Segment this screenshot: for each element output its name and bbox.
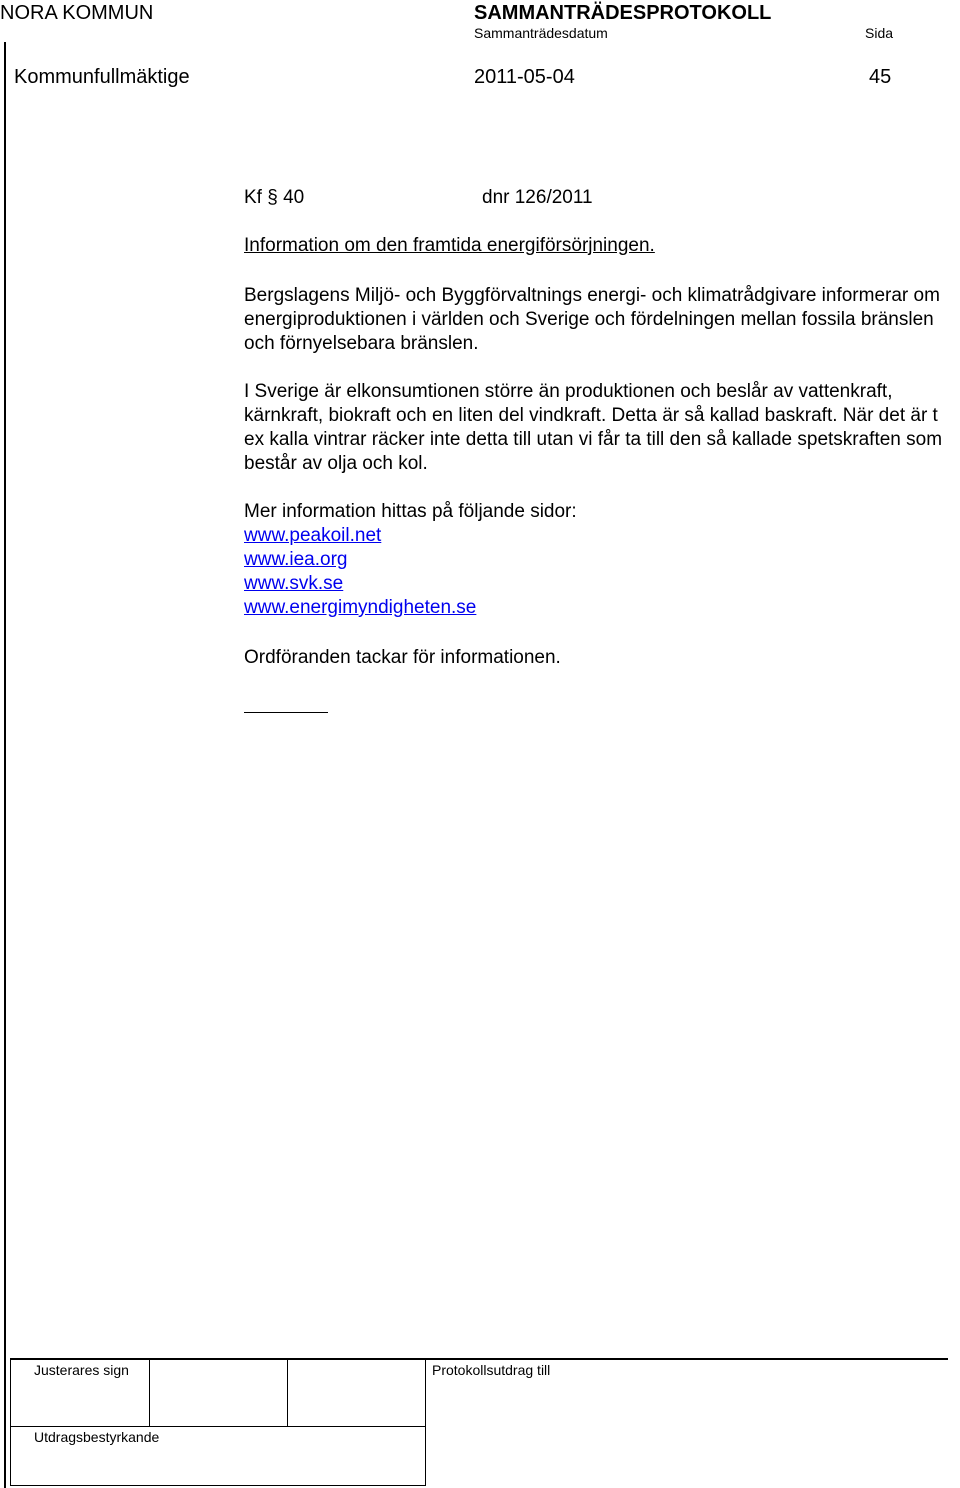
justerares-sign-label: Justerares sign — [34, 1362, 129, 1378]
paragraph-2: I Sverige är elkonsumtionen större än produktionen och beslår av vattenkraft, kärnkraft, biokraft och en liten del vindkraft. Detta är så kallad baskraft. När det är t ex kalla vintrar räcker inte detta till utan vi får ta till den så kallade spetskraften som består av olja och kol. — [244, 381, 943, 474]
paragraph-1: Bergslagens Miljö- och Byggförvaltnings energi- och klimatrådgivare informerar om energiproduktionen i världen och Sverige och fördelningen mellan fossila bränslen och förnyelsebara bränslen. — [244, 285, 940, 354]
justerare-cell-2 — [149, 1359, 288, 1427]
end-separator — [244, 712, 328, 713]
utdragsbestyrkande-label: Utdragsbestyrkande — [34, 1429, 160, 1445]
link-peakoil[interactable]: www.peakoil.net — [244, 525, 382, 546]
left-border-line — [4, 42, 6, 1488]
case-number: dnr 126/2011 — [482, 187, 593, 208]
links-intro: Mer information hittas på följande sidor: — [244, 501, 577, 522]
document-type: SAMMANTRÄDESPROTOKOLL — [474, 2, 772, 24]
page-number: 45 — [869, 66, 892, 88]
organization-name: NORA KOMMUN — [0, 2, 154, 24]
link-iea[interactable]: www.iea.org — [244, 549, 348, 570]
meeting-date: 2011-05-04 — [474, 66, 575, 88]
link-svk[interactable]: www.svk.se — [244, 573, 344, 594]
justerare-cell-3 — [287, 1359, 426, 1427]
meeting-date-label: Sammanträdesdatum — [474, 25, 608, 41]
footer-divider — [425, 1359, 426, 1486]
link-energimyndigheten[interactable]: www.energimyndigheten.se — [244, 597, 477, 618]
page-label: Sida — [865, 25, 894, 41]
closing-statement: Ordföranden tackar för informationen. — [244, 647, 561, 668]
case-heading: Information om den framtida energiförsörjningen. — [244, 235, 655, 256]
protokollsutdrag-label: Protokollsutdrag till — [432, 1362, 551, 1378]
paragraph-reference: Kf § 40 — [244, 187, 305, 208]
meeting-body: Kommunfullmäktige — [14, 66, 190, 88]
